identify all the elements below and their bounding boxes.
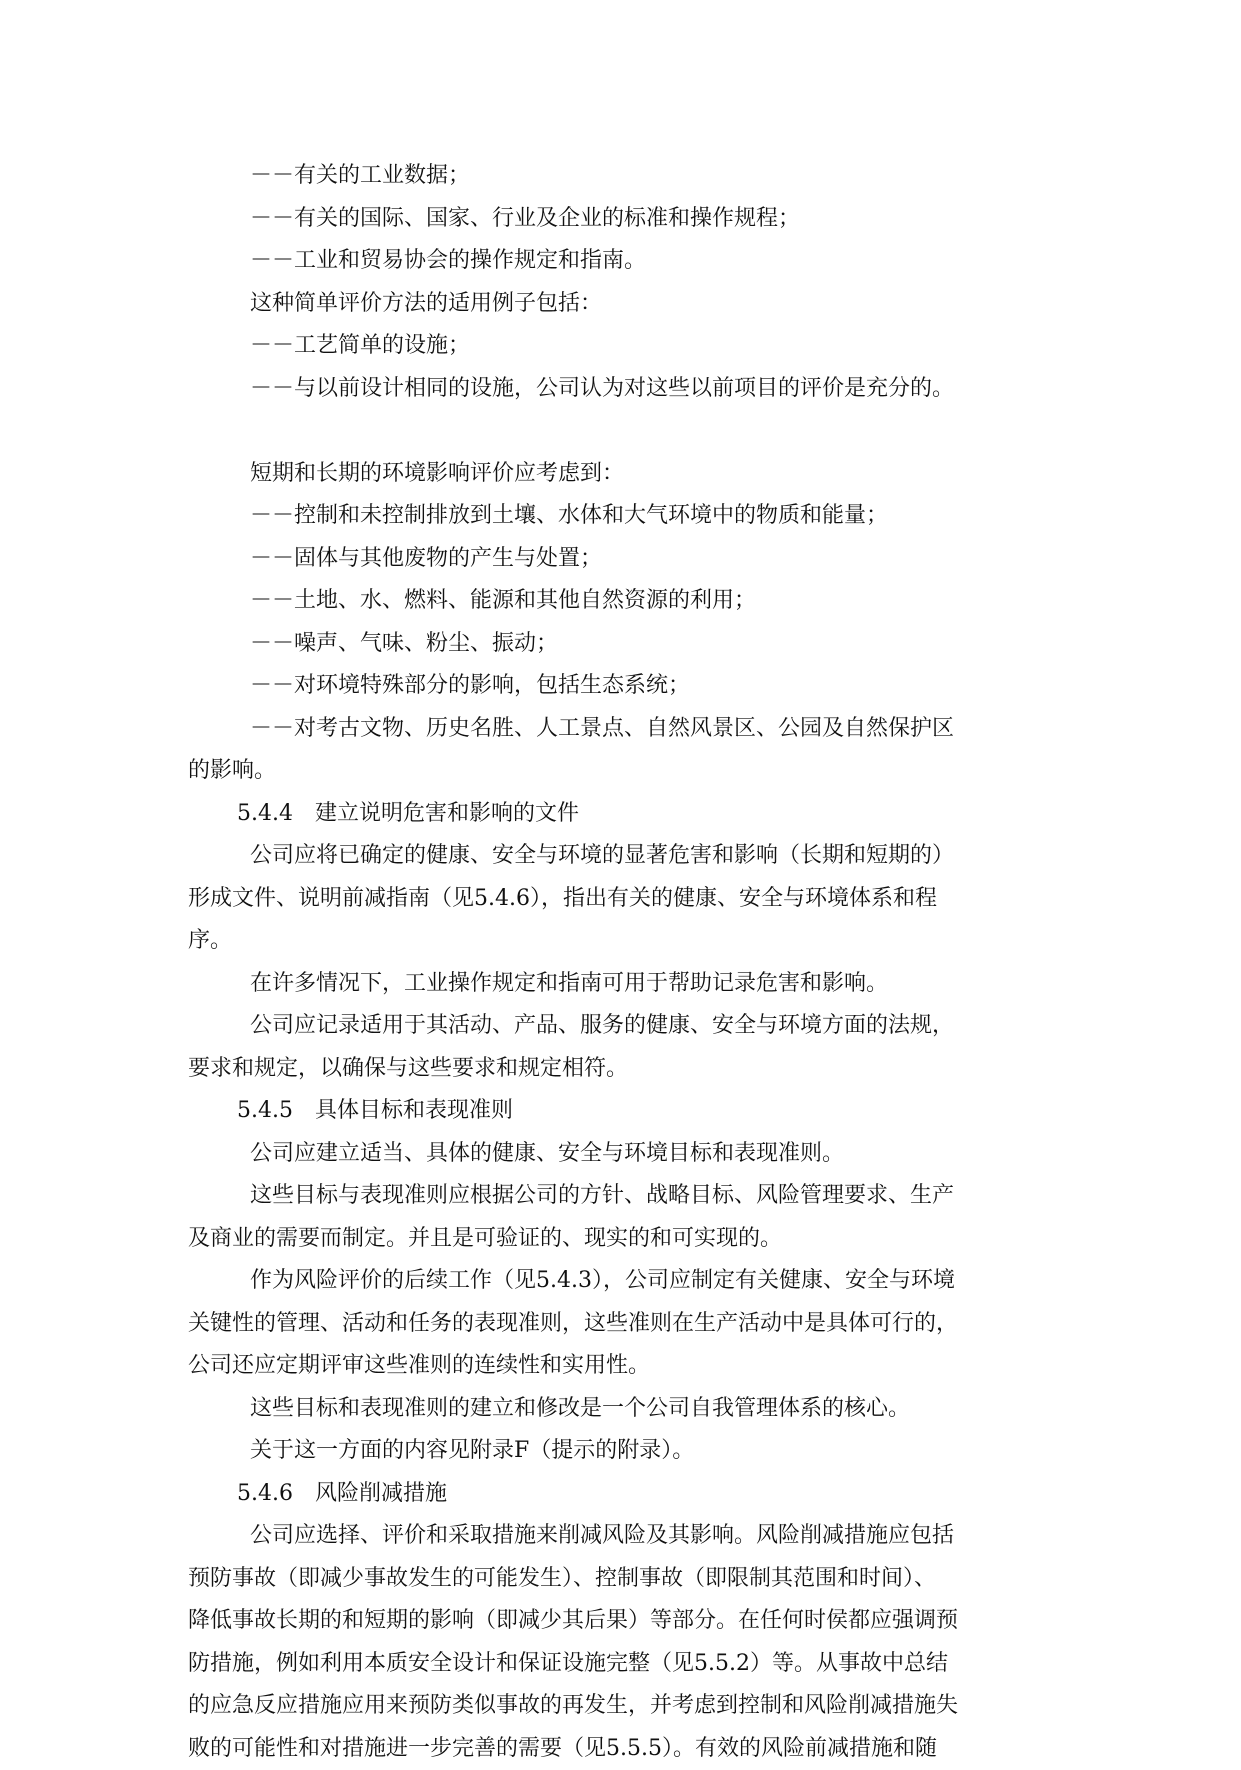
document-body <box>188 155 1060 1770</box>
text-line: 公司应选择、评价和采取措施来削减风险及其影响。风险削减措施应包括 <box>188 1515 1060 1558</box>
text-line: 序。 <box>188 920 1060 963</box>
text-line: 公司还应定期评审这些准则的连续性和实用性。 <box>188 1345 1060 1388</box>
text-line: 这些目标与表现准则应根据公司的方针、战略目标、风险管理要求、生产 <box>188 1175 1060 1218</box>
text-line: 的影响。 <box>188 750 1060 793</box>
text-line: 及商业的需要而制定。并且是可验证的、现实的和可实现的。 <box>188 1218 1060 1261</box>
text-line: 败的可能性和对措施进一步完善的需要（见5.5.5）。有效的风险前减措施和随 <box>188 1728 1060 1770</box>
text-line: 的应急反应措施应用来预防类似事故的再发生，并考虑到控制和风险削减措施失 <box>188 1685 1060 1728</box>
text-line: 这些目标和表现准则的建立和修改是一个公司自我管理体系的核心。 <box>188 1388 1060 1431</box>
text-line: －－有关的工业数据； <box>188 155 1060 198</box>
text-line: 形成文件、说明前减指南（见5.4.6），指出有关的健康、安全与环境体系和程 <box>188 878 1060 921</box>
text-line: 关键性的管理、活动和任务的表现准则，这些准则在生产活动中是具体可行的， <box>188 1303 1060 1346</box>
text-line: 要求和规定，以确保与这些要求和规定相符。 <box>188 1048 1060 1091</box>
text-line: 预防事故（即减少事故发生的可能发生）、控制事故（即限制其范围和时间）、 <box>188 1558 1060 1601</box>
section-heading-5-4-6: 5.4.6 风险削减措施 <box>188 1473 1060 1516</box>
text-line: －－对环境特殊部分的影响，包括生态系统； <box>188 665 1060 708</box>
text-line: 关于这一方面的内容见附录F（提示的附录）。 <box>188 1430 1060 1473</box>
text-line: 作为风险评价的后续工作（见5.4.3），公司应制定有关健康、安全与环境 <box>188 1260 1060 1303</box>
text-line: 公司应建立适当、具体的健康、安全与环境目标和表现准则。 <box>188 1133 1060 1176</box>
text-line: －－工艺简单的设施； <box>188 325 1060 368</box>
text-line: 这种简单评价方法的适用例子包括： <box>188 283 1060 326</box>
text-line: －－控制和未控制排放到土壤、水体和大气环境中的物质和能量； <box>188 495 1060 538</box>
section-heading-5-4-5: 5.4.5 具体目标和表现准则 <box>188 1090 1060 1133</box>
text-line: 在许多情况下，工业操作规定和指南可用于帮助记录危害和影响。 <box>188 963 1060 1006</box>
text-line: －－固体与其他废物的产生与处置； <box>188 538 1060 581</box>
text-line: －－有关的国际、国家、行业及企业的标准和操作规程； <box>188 198 1060 241</box>
text-line: 防措施，例如利用本质安全设计和保证设施完整（见5.5.2）等。从事故中总结 <box>188 1643 1060 1686</box>
text-line: －－与以前设计相同的设施，公司认为对这些以前项目的评价是充分的。 <box>188 368 1060 411</box>
text-line: 公司应将已确定的健康、安全与环境的显著危害和影响（长期和短期的） <box>188 835 1060 878</box>
text-line: －－土地、水、燃料、能源和其他自然资源的利用； <box>188 580 1060 623</box>
text-line: －－噪声、气味、粉尘、振动； <box>188 623 1060 666</box>
text-line: 短期和长期的环境影响评价应考虑到： <box>188 453 1060 496</box>
blank-line <box>188 410 1060 453</box>
text-line: 公司应记录适用于其活动、产品、服务的健康、安全与环境方面的法规， <box>188 1005 1060 1048</box>
text-line: －－对考古文物、历史名胜、人工景点、自然风景区、公园及自然保护区 <box>188 708 1060 751</box>
section-heading-5-4-4: 5.4.4 建立说明危害和影响的文件 <box>188 793 1060 836</box>
text-line: 降低事故长期的和短期的影响（即减少其后果）等部分。在任何时侯都应强调预 <box>188 1600 1060 1643</box>
text-line: －－工业和贸易协会的操作规定和指南。 <box>188 240 1060 283</box>
